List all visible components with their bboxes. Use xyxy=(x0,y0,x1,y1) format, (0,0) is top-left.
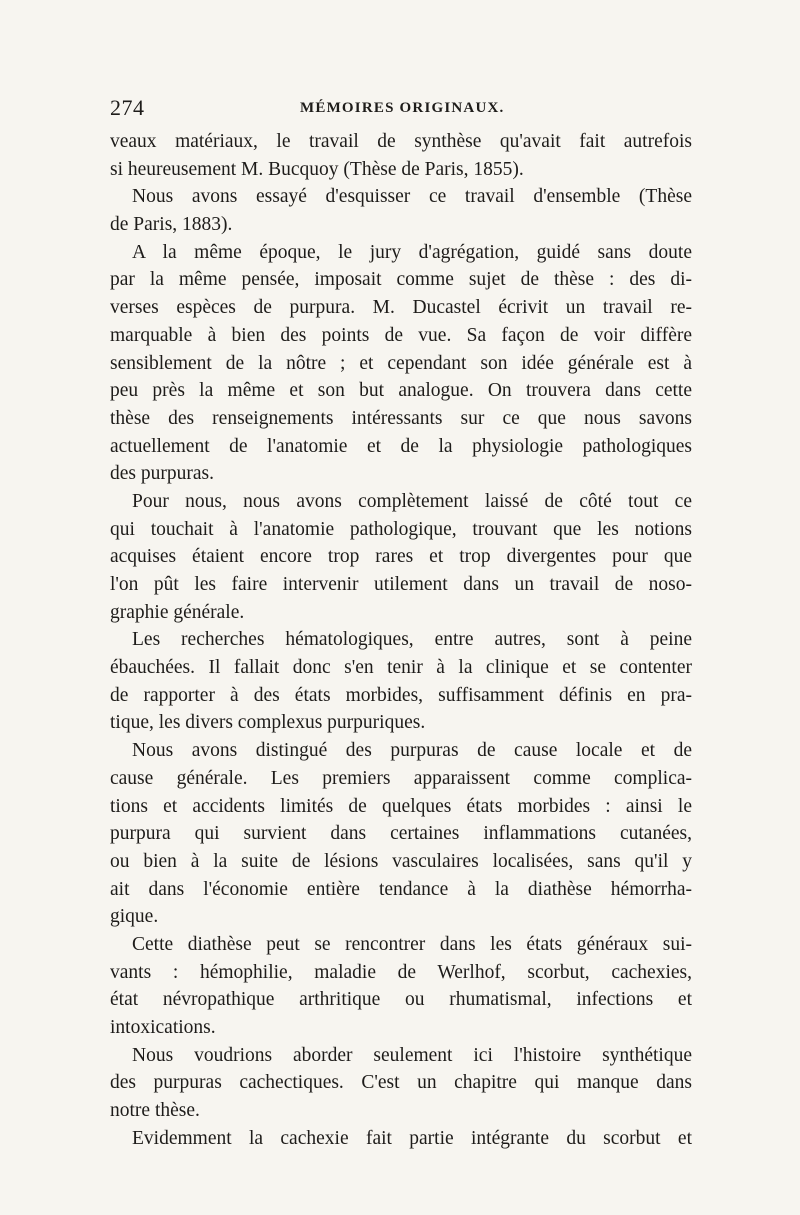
text-line: Les recherches hématologiques, entre autres, sont à peine xyxy=(132,629,692,651)
text-line: des purpuras. xyxy=(110,463,214,485)
text-line: de rapporter à des états morbides, suffisamment définis en pra- xyxy=(110,684,692,706)
text-line: par la même pensée, imposait comme sujet de thèse : des di- xyxy=(110,269,692,291)
text-line: veaux matériaux, le travail de synthèse qu'avait fait autrefois xyxy=(110,131,692,152)
text-line: l'on pût les faire intervenir utilement dans un travail de noso- xyxy=(110,574,692,595)
text-line: A la même époque, le jury d'agrégation, guidé sans doute xyxy=(132,241,692,263)
text-line: sensiblement de la nôtre ; et cependant son idée générale est à xyxy=(110,352,692,374)
text-line: graphie générale. xyxy=(110,601,245,623)
text-line: verses espèces de purpura. M. Ducastel écrivit un travail re- xyxy=(110,297,692,319)
text-line: de Paris, 1883). xyxy=(110,214,233,236)
text-line: actuellement de l'anatomie et de la physiologie pathologiques xyxy=(110,435,692,457)
text-line: Cette diathèse peut se rencontrer dans les états généraux sui- xyxy=(132,933,692,955)
text-line: tions et accidents limités de quelques états morbides : ainsi le xyxy=(110,795,692,817)
text-line: Nous avons distingué des purpuras de cause locale et de xyxy=(132,740,692,762)
running-title: MÉMOIRES ORIGINAUX. xyxy=(300,100,505,116)
text-line: Pour nous, nous avons complètement laissé de côté tout ce xyxy=(132,490,692,512)
text-line: vants : hémophilie, maladie de Werlhof, scorbut, cachexies, xyxy=(110,961,692,983)
text-line: marquable à bien des points de vue. Sa façon de voir diffère xyxy=(110,324,692,346)
text-line: intoxications. xyxy=(110,1017,216,1038)
text-line: Nous voudrions aborder seulement ici l'histoire synthétique xyxy=(132,1044,692,1066)
text-line: tique, les divers complexus purpuriques. xyxy=(110,712,426,734)
text-line: gique. xyxy=(110,906,159,928)
text-line: purpura qui survient dans certaines inflammations cutanées, xyxy=(110,823,692,845)
text-line: cause générale. Les premiers apparaissent comme complica- xyxy=(110,767,692,789)
text-line: état névropathique arthritique ou rhumatismal, infections et xyxy=(110,989,692,1011)
text-line: ébauchées. Il fallait donc s'en tenir à la clinique et se contenter xyxy=(110,657,692,679)
page-number: 274 xyxy=(110,95,145,120)
text-line: si heureusement M. Bucquoy (Thèse de Paris, 1855). xyxy=(110,158,524,180)
text-line: peu près la même et son but analogue. On trouvera dans cette xyxy=(110,380,692,402)
body-text xyxy=(110,128,692,1152)
text-line: ait dans l'économie entière tendance à la diathèse hémorrha- xyxy=(110,878,692,900)
text-line: thèse des renseignements intéressants sur ce que nous savons xyxy=(110,407,692,429)
text-line: qui touchait à l'anatomie pathologique, trouvant que les notions xyxy=(110,518,692,540)
text-line: des purpuras cachectiques. C'est un chapitre qui manque dans xyxy=(110,1072,692,1094)
text-line: Nous avons essayé d'esquisser ce travail d'ensemble (Thèse xyxy=(132,186,692,208)
text-line: ou bien à la suite de lésions vasculaires localisées, sans qu'il y xyxy=(110,850,692,872)
text-line: notre thèse. xyxy=(110,1100,200,1122)
text-line: Evidemment la cachexie fait partie intégrante du scorbut et xyxy=(132,1127,692,1149)
text-line: acquises étaient encore trop rares et trop divergentes pour que xyxy=(110,546,692,568)
page-header xyxy=(110,95,690,125)
